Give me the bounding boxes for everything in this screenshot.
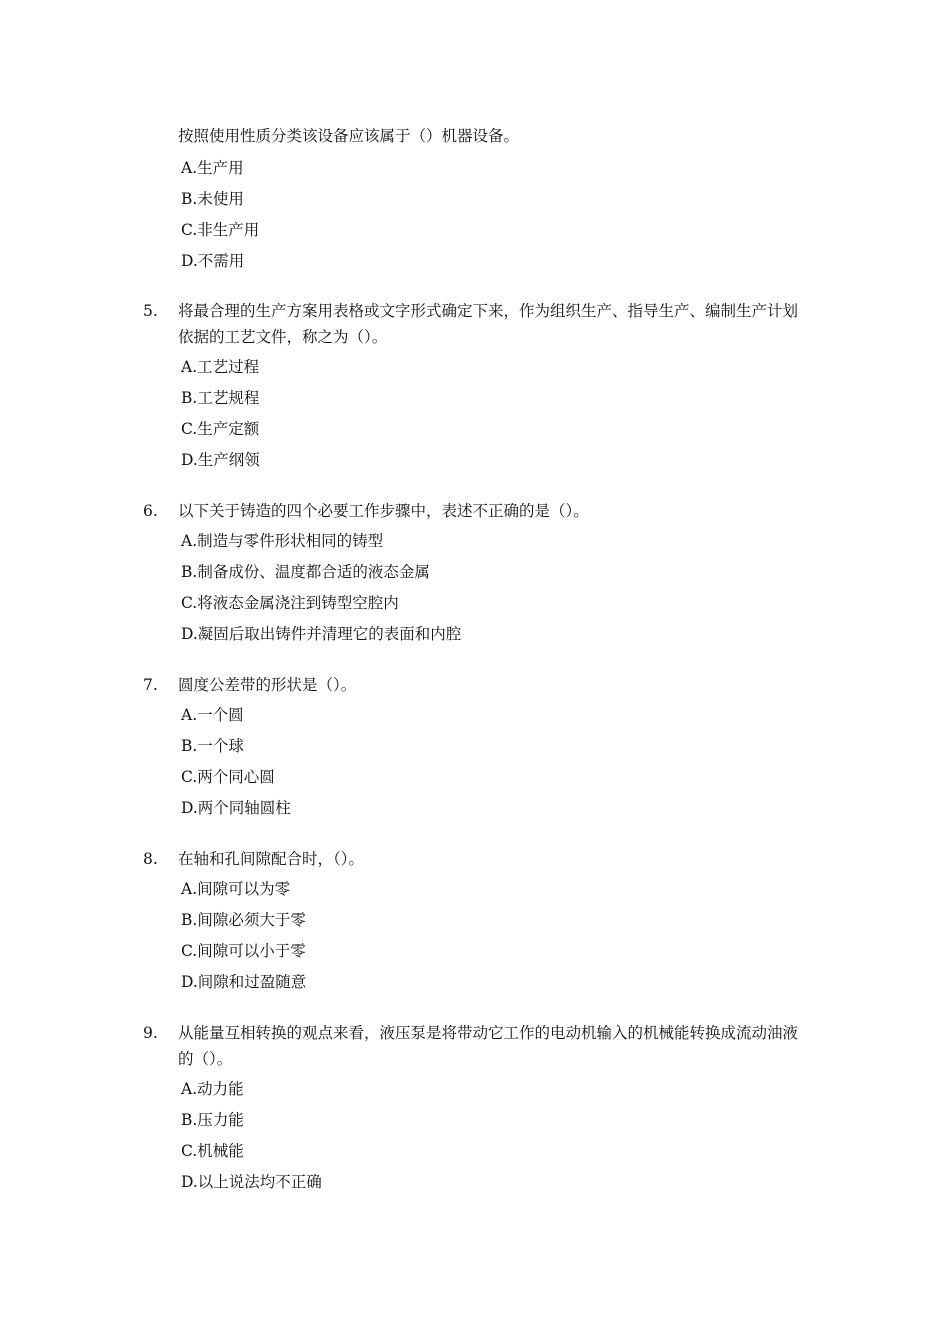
q9-option-b: B.压力能 [181, 1111, 244, 1129]
q6-option-d: D.凝固后取出铸件并清理它的表面和内腔 [181, 625, 462, 643]
q8-option-b: B.间隙必须大于零 [181, 911, 306, 929]
q6-option-a: A.制造与零件形状相同的铸型 [181, 532, 384, 550]
question-stem: 在轴和孔间隙配合时，（）。 [178, 850, 365, 868]
q7-option-b: B.一个球 [181, 737, 244, 755]
question-number: 8. [143, 850, 158, 868]
q5-option-c: C.生产定额 [181, 420, 260, 438]
q8-option-a: A.间隙可以为零 [181, 880, 291, 898]
q9-option-c: C.机械能 [181, 1142, 244, 1160]
intro-option-a: A.生产用 [181, 159, 244, 177]
intro-question-stem: 按照使用性质分类该设备应该属于（）机器设备。 [178, 127, 520, 145]
q7-option-c: C.两个同心圆 [181, 768, 275, 786]
q9-option-a: A.动力能 [181, 1080, 244, 1098]
q9-option-d: D.以上说法均不正确 [181, 1173, 322, 1191]
q5-option-a: A.工艺过程 [181, 358, 260, 376]
q7-option-d: D.两个同轴圆柱 [181, 799, 291, 817]
intro-option-b: B.未使用 [181, 190, 244, 208]
q8-option-c: C.间隙可以小于零 [181, 942, 306, 960]
question-stem: 将最合理的生产方案用表格或文字形式确定下来，作为组织生产、指导生产、编制生产计划依据的工艺文件，称之为（）。 [178, 302, 799, 346]
q5-option-d: D.生产纲领 [181, 451, 260, 469]
q6-option-b: B.制备成份、温度都合适的液态金属 [181, 563, 430, 581]
question-stem: 以下关于铸造的四个必要工作步骤中，表述不正确的是（）。 [178, 502, 589, 520]
question-number: 6. [143, 502, 158, 520]
question-number: 5. [143, 302, 158, 320]
question-number: 9. [143, 1024, 158, 1042]
question-stem: 从能量互相转换的观点来看，液压泵是将带动它工作的电动机输入的机械能转换成流动油液的（）。 [178, 1024, 799, 1068]
question-number: 7. [143, 676, 158, 694]
intro-option-c: C.非生产用 [181, 221, 260, 239]
q6-option-c: C.将液态金属浇注到铸型空腔内 [181, 594, 399, 612]
intro-option-d: D.不需用 [181, 252, 245, 270]
question-stem: 圆度公差带的形状是（）。 [178, 676, 357, 694]
q5-option-b: B.工艺规程 [181, 389, 260, 407]
q8-option-d: D.间隙和过盈随意 [181, 973, 307, 991]
q7-option-a: A.一个圆 [181, 706, 244, 724]
